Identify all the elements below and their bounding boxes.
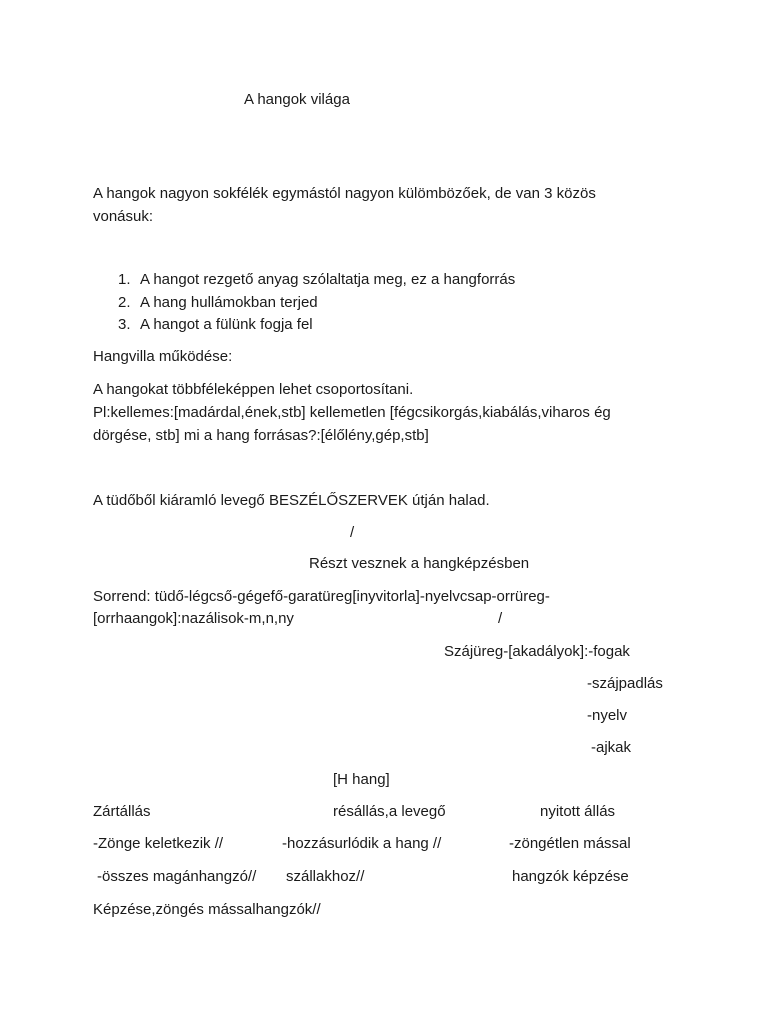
slash-1: / (350, 524, 355, 541)
list-item: 2. A hang hullámokban terjed (118, 293, 318, 311)
last-line: Képzése,zöngés mássalhangzók// (93, 901, 321, 918)
row2-col-a: -Zönge keletkezik // (93, 835, 224, 852)
nyelv-line: -nyelv (587, 707, 628, 724)
row3-col-c: hangzók képzése (512, 868, 629, 885)
hangvilla-heading: Hangvilla működése: (93, 348, 233, 365)
szajpadlas-line: -szájpadlás (587, 675, 663, 692)
group-line-3: dörgése, stb] mi a hang forrásas?:[élőlény,gép,stb] (93, 427, 429, 444)
list-item: 1. A hangot rezgető anyag szólaltatja meg, ez a hangforrás (118, 271, 516, 288)
slash-2: / (498, 610, 503, 627)
ajkak-line: -ajkak (591, 739, 632, 756)
row3-col-a: -összes magánhangzó// (97, 868, 257, 885)
reszt-line: Részt vesznek a hangképzésben (309, 555, 530, 572)
row2-col-c: -zöngétlen mással (509, 835, 631, 852)
h-hang-line: [H hang] (333, 771, 390, 788)
row1-col-a: Zártállás (93, 803, 151, 820)
row2-col-b: -hozzásurlódik a hang // (282, 835, 442, 852)
row1-col-c: nyitott állás (540, 803, 616, 820)
row3-col-b: szállakhoz// (286, 868, 365, 885)
szajureg-line: Szájüreg-[akadályok]:-fogak (444, 643, 630, 660)
group-line-2: Pl:kellemes:[madárdal,ének,stb] kellemetlen [fégcsikorgás,kiabálás,viharos ég (93, 404, 611, 421)
list-item: 3. A hangot a fülünk fogja fel (118, 316, 313, 333)
lung-line: A tüdőből kiáramló levegő BESZÉLŐSZERVEK útján halad. (93, 492, 490, 509)
intro-line-1: A hangok nagyon sokfélék egymástól nagyon külömbözőek, de van 3 közös (93, 185, 596, 202)
numbered-list (118, 269, 515, 337)
sorrend-line-2: [orrhaangok]:nazálisok-m,n,ny (93, 610, 294, 627)
group-line-1: A hangokat többféleképpen lehet csoportosítani. (93, 381, 414, 398)
page-title: A hangok világa (244, 91, 350, 108)
row1-col-b: résállás,a levegő (333, 803, 446, 820)
sorrend-line-1: Sorrend: tüdő-légcső-gégefő-garatüreg[inyvitorla]-nyelvcsap-orrüreg- (93, 588, 550, 605)
intro-line-2: vonásuk: (93, 208, 154, 225)
